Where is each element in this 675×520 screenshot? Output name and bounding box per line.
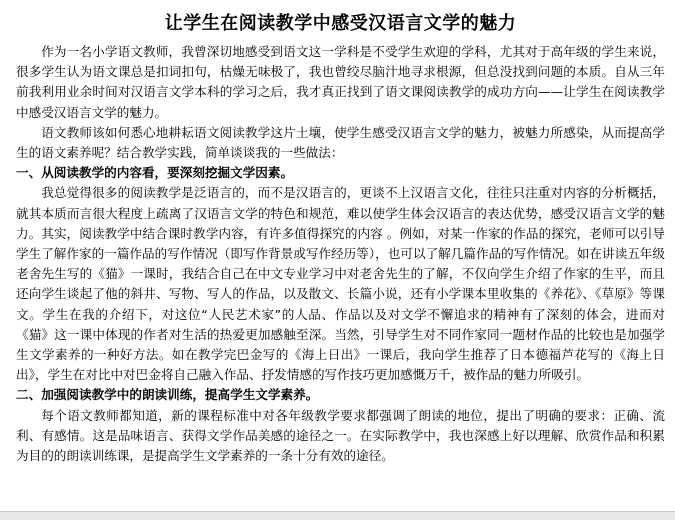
page-title: 让学生在阅读教学中感受汉语言文学的魅力 [164, 13, 517, 34]
section-heading: 二、加强阅读教学中的朗读训练，提高学生文学素养。 [16, 387, 319, 403]
bottom-border [0, 511, 675, 520]
section-heading: 一、从阅读教学的内容看，要深刻挖掘文学因素。 [16, 165, 294, 181]
intro-paragraph: 语文教师该如何悉心地耕耘语文阅读教学这片土壤，使学生感受汉语言文学的魅力，被魅力所感染，从而提高学生的语文素养呢？结合教学实践，简单谈谈我的一些做法： [16, 124, 665, 161]
intro-paragraph: 作为一名小学语文教师，我曾深切地感受到语文这一学科是不受学生欢迎的学科，尤其对于高年级的学生来说，很多学生认为语文课总是扣词扣句，枯燥无味极了，我也曾绞尽脑汁地寻求根源，但总没找到问题的本质。自从三年前我利用业余时间对汉语言文学本科的学习之后，我才真正找到了语文课阅读教学的成功方向——让学生在阅读教学中感受汉语言文学的魅力。 [16, 44, 665, 120]
body-paragraph: 我总觉得很多的阅读教学是泛语言的，而不是汉语言的，更谈不上汉语言文化，往往只注重对内容的分析概括，就其本质而言很大程度上疏离了汉语言文学的特色和规范，难以使学生体会汉语言的表达优势，感受汉语言文学的魅力。其实，阅读教学中结合课时教学内容，有许多值得探究的内容 。例如，对某一作家的作品的探究，老师可以引导学生了解作家的一篇作品的写作情况（即写作背景或写作经历等），也可以了解几篇作品的写作情况。如在讲读五年级老舍先生写的《猫》一课时，我结合自己在中文专业学习中对老舍先生的了解，不仅向学生介绍了作家的生平，而且还向学生谈起了他的斜井、写物、写人的作品，以及散文、长篇小说，还有小学课本里收集的《养花》、《草原》等课文。学生在我的介绍下，对这位“人民艺术家”的人品、作品以及对文学不懈追求的精神有了深刻的体会，进而对《猫》这一课中体现的作者对生活的热爱更加感触至深。当然，引导学生对不同作家同一题材作品的比较也是加强学生文学素养的一种好方法。如在教学完巴金写的《海上日出》一课后，我向学生推荐了日本德福芦花写的《海上日出》，学生在对比中对巴金将自己融入作品、抒发情感的写作技巧更加感慨万千，被作品的魅力所吸引。 [16, 185, 665, 383]
body-paragraph: 每个语文教师都知道，新的课程标准中对各年级教学要求都强调了朗读的地位，提出了明确的要求：正确、流利、有感情。这是品味语言、获得文学作品美感的途径之一。在实际教学中，我也深感上好以理解、欣赏作品和积累为目的的朗读训练课，是提高学生文学素养的一条十分有效的途径。 [16, 407, 665, 464]
